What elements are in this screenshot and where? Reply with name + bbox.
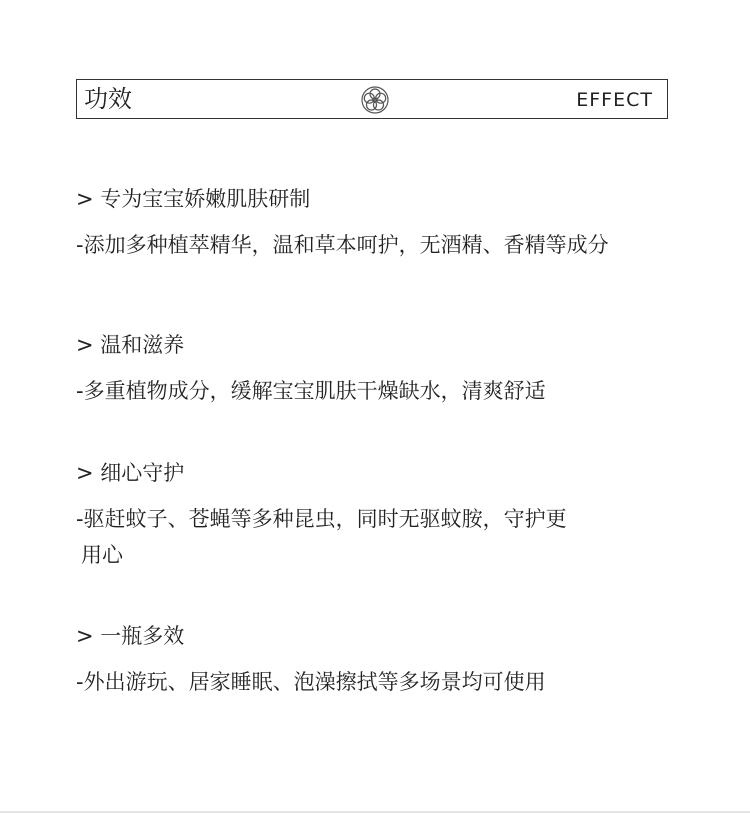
description-line: -添加多种植萃精华，温和草本呵护，无酒精、香精等成分 bbox=[76, 233, 609, 257]
section-description bbox=[76, 373, 676, 409]
effect-section-multipurpose bbox=[76, 621, 676, 700]
description-line: 用心 bbox=[81, 543, 123, 567]
section-heading: > 细心守护 bbox=[76, 461, 185, 485]
flower-icon bbox=[360, 85, 390, 115]
description-line: -外出游玩、居家睡眠、泡澡擦拭等多场景均可使用 bbox=[76, 670, 546, 694]
effect-header bbox=[76, 79, 668, 119]
description-line: -驱赶蚊子、苍蝇等多种昆虫，同时无驱蚊胺，守护更 bbox=[76, 507, 567, 531]
section-description bbox=[76, 227, 676, 263]
description-line: -多重植物成分，缓解宝宝肌肤干燥缺水，清爽舒适 bbox=[76, 379, 546, 403]
effect-section-nourish bbox=[76, 330, 676, 409]
section-heading: > 专为宝宝娇嫩肌肤研制 bbox=[76, 187, 311, 211]
header-title: 功效 bbox=[84, 85, 132, 113]
section-heading: > 一瓶多效 bbox=[76, 624, 185, 648]
section-description bbox=[76, 501, 676, 573]
effect-section-protect bbox=[76, 458, 676, 573]
section-description bbox=[76, 664, 676, 700]
effect-section-tailored bbox=[76, 184, 676, 263]
section-heading: > 温和滋养 bbox=[76, 333, 185, 357]
header-english-label: EFFECT bbox=[576, 89, 653, 111]
